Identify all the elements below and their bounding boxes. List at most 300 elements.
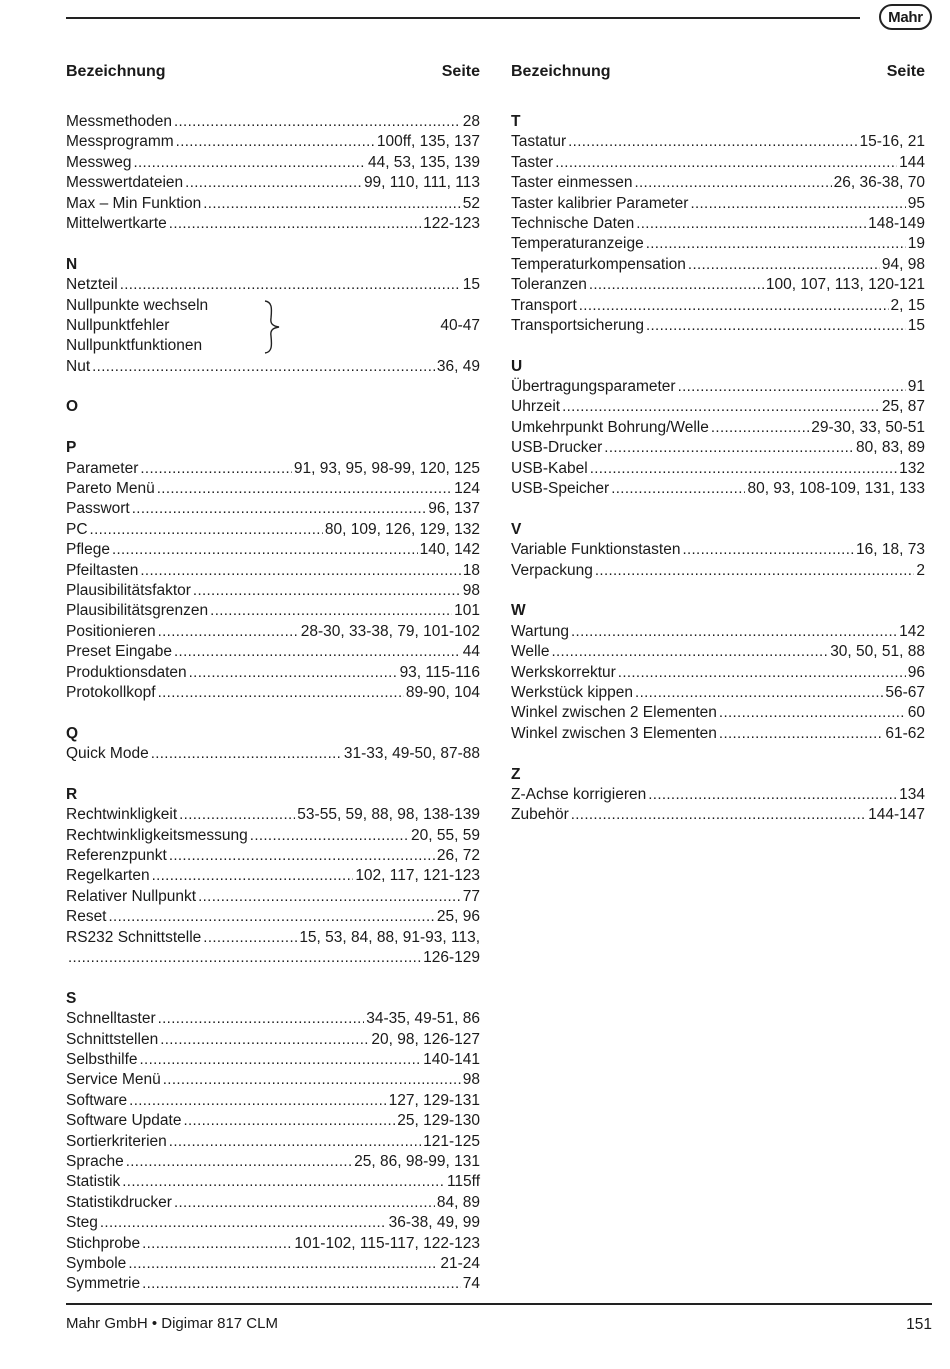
entry-pages: 61-62 bbox=[885, 724, 925, 742]
index-entry bbox=[511, 642, 925, 662]
entry-pages: 84, 89 bbox=[436, 1193, 480, 1211]
entry-pages: 15 bbox=[462, 276, 480, 294]
entry-pages: 100ff, 135, 137 bbox=[376, 133, 480, 151]
dot-leader bbox=[132, 499, 427, 519]
dot-leader bbox=[140, 1050, 422, 1070]
index-entry bbox=[66, 459, 480, 479]
entry-pages: 127, 129-131 bbox=[388, 1091, 480, 1109]
index-entry bbox=[66, 112, 480, 132]
entry-term: Variable Funktionstasten bbox=[511, 541, 681, 559]
index-entry bbox=[511, 132, 925, 152]
index-entry bbox=[66, 1091, 480, 1111]
entry-term: PC bbox=[66, 520, 88, 538]
index-entry bbox=[66, 1009, 480, 1029]
entry-term: Referenzpunkt bbox=[66, 847, 167, 865]
section-letter: S bbox=[66, 989, 77, 1007]
entry-pages: 89-90, 104 bbox=[405, 683, 480, 701]
index-entry bbox=[511, 459, 925, 479]
entry-pages: 15 bbox=[907, 316, 925, 334]
entry-pages: 25, 86, 98-99, 131 bbox=[354, 1152, 480, 1170]
dot-leader bbox=[158, 1009, 365, 1029]
entry-term: Messweg bbox=[66, 153, 132, 171]
dot-leader bbox=[185, 173, 362, 193]
entry-pages: 122-123 bbox=[423, 214, 480, 232]
index-entry bbox=[66, 907, 480, 927]
entry-pages: 80, 109, 126, 129, 132 bbox=[324, 520, 480, 538]
entry-pages: 30, 50, 51, 88 bbox=[830, 643, 925, 661]
dot-leader bbox=[100, 1213, 387, 1233]
entry-pages: 52 bbox=[462, 194, 480, 212]
blank-line bbox=[66, 234, 480, 254]
index-entry bbox=[66, 1030, 480, 1050]
entry-term: Plausibilitätsfaktor bbox=[66, 582, 191, 599]
dot-leader bbox=[189, 663, 398, 683]
entry-pages: 20, 98, 126-127 bbox=[371, 1030, 480, 1048]
dot-leader bbox=[126, 1152, 352, 1172]
dot-leader bbox=[719, 724, 883, 744]
entry-term: Transportsicherung bbox=[511, 316, 644, 334]
entry-term: Rechtwinkligkeitsmessung bbox=[66, 826, 248, 844]
dot-leader bbox=[68, 948, 421, 968]
entry-term: Reset bbox=[66, 908, 107, 926]
dot-leader bbox=[174, 642, 461, 662]
index-entry bbox=[66, 1070, 480, 1090]
column-header-term: Bezeichnung bbox=[66, 63, 166, 80]
index-entry bbox=[66, 1172, 480, 1192]
entry-term: Passwort bbox=[66, 500, 130, 518]
entry-term: Mittelwertkarte bbox=[66, 214, 167, 232]
dot-leader bbox=[169, 846, 435, 866]
index-entry bbox=[511, 703, 925, 723]
entry-pages: 18 bbox=[462, 561, 480, 579]
dot-leader bbox=[179, 805, 295, 825]
index-entry bbox=[66, 887, 480, 907]
entry-pages: 100, 107, 113, 120-121 bbox=[765, 276, 925, 294]
index-entry bbox=[66, 805, 480, 825]
entry-pages: 44, 53, 135, 139 bbox=[367, 153, 480, 171]
dot-leader bbox=[92, 357, 435, 377]
dot-leader bbox=[169, 1132, 421, 1152]
entry-term: Taster bbox=[511, 153, 554, 171]
entry-pages: 29-30, 33, 50-51 bbox=[811, 418, 925, 436]
entry-term: Max – Min Funktion bbox=[66, 194, 202, 212]
entry-pages: 25, 87 bbox=[881, 398, 925, 416]
dot-leader bbox=[112, 540, 418, 560]
index-entry bbox=[66, 1050, 480, 1070]
index-entry bbox=[511, 173, 925, 193]
blank-line bbox=[511, 499, 925, 519]
entry-term: Nullpunktfehler bbox=[66, 316, 170, 334]
curly-brace-icon bbox=[262, 300, 282, 354]
entry-term: Software bbox=[66, 1091, 128, 1109]
index-entry bbox=[66, 1234, 480, 1254]
entry-term: Symmetrie bbox=[66, 1275, 141, 1293]
index-entry bbox=[511, 418, 925, 438]
index-entry bbox=[66, 1193, 480, 1213]
index-entry bbox=[511, 785, 925, 805]
entry-pages: 101 bbox=[454, 602, 480, 620]
entry-term: Zubehör bbox=[511, 806, 569, 824]
index-entry bbox=[66, 683, 480, 703]
entry-term: Statistik bbox=[66, 1173, 121, 1191]
entry-pages: 31-33, 49-50, 87-88 bbox=[343, 745, 480, 763]
blank-line bbox=[511, 744, 925, 764]
index-entry bbox=[511, 805, 925, 825]
index-entry bbox=[66, 499, 480, 519]
index-column-left bbox=[66, 62, 480, 1295]
index-entry bbox=[511, 622, 925, 642]
dot-leader bbox=[169, 214, 421, 234]
blank-line bbox=[66, 968, 480, 988]
dot-leader bbox=[174, 112, 461, 132]
blank-line bbox=[511, 581, 925, 601]
entry-pages: 91 bbox=[907, 378, 925, 396]
dot-leader bbox=[133, 153, 365, 173]
dot-leader bbox=[682, 540, 854, 560]
entry-term: Pareto Menü bbox=[66, 480, 155, 498]
entry-term: Quick Mode bbox=[66, 745, 149, 763]
index-entry bbox=[511, 397, 925, 417]
index-entry bbox=[66, 601, 480, 621]
dot-leader bbox=[142, 1274, 461, 1294]
entry-pages: 144 bbox=[899, 153, 925, 171]
dot-leader bbox=[203, 928, 297, 948]
entry-term: Symbole bbox=[66, 1254, 127, 1272]
entry-pages: 34-35, 49-51, 86 bbox=[366, 1010, 480, 1028]
index-entry bbox=[511, 275, 925, 295]
index-rows bbox=[66, 112, 480, 1295]
index-entry bbox=[66, 1111, 480, 1131]
blank-line bbox=[511, 336, 925, 356]
index-entry bbox=[511, 663, 925, 683]
dot-leader bbox=[595, 561, 915, 581]
entry-pages: 36, 49 bbox=[436, 357, 480, 375]
index-entry bbox=[511, 561, 925, 581]
entry-term: Temperaturkompensation bbox=[511, 255, 686, 273]
entry-term: Pflege bbox=[66, 541, 110, 559]
entry-pages: 60 bbox=[907, 704, 925, 722]
index-entry bbox=[66, 275, 480, 295]
dot-leader bbox=[109, 907, 435, 927]
entry-term: Pfeiltasten bbox=[66, 561, 139, 579]
entry-term: Protokollkopf bbox=[66, 683, 156, 701]
entry-pages: 40-47 bbox=[440, 316, 480, 334]
index-entry bbox=[511, 438, 925, 458]
entry-pages: 15, 53, 84, 88, 91-93, 113, bbox=[299, 928, 480, 946]
dot-leader bbox=[210, 601, 452, 621]
blank-line bbox=[66, 765, 480, 785]
index-entry bbox=[66, 1152, 480, 1172]
entry-pages: 26, 36-38, 70 bbox=[833, 174, 925, 192]
dot-leader bbox=[250, 826, 409, 846]
entry-pages: 140-141 bbox=[423, 1050, 480, 1068]
dot-leader bbox=[140, 561, 460, 581]
column-header-page: Seite bbox=[886, 63, 925, 80]
dot-leader bbox=[562, 397, 880, 417]
entry-term: Wartung bbox=[511, 622, 570, 640]
index-entry bbox=[511, 377, 925, 397]
dot-leader bbox=[157, 479, 452, 499]
bottom-rule bbox=[66, 1303, 932, 1305]
dot-leader bbox=[122, 1172, 445, 1192]
entry-pages: 96, 137 bbox=[428, 500, 480, 518]
dot-leader bbox=[198, 887, 461, 907]
section-letter: O bbox=[66, 398, 79, 416]
blank-line bbox=[66, 377, 480, 397]
entry-term: Selbsthilfe bbox=[66, 1050, 138, 1068]
entry-term: Regelkarten bbox=[66, 867, 150, 885]
entry-term: Technische Daten bbox=[511, 214, 635, 232]
dot-leader bbox=[128, 1254, 438, 1274]
dot-leader bbox=[648, 785, 897, 805]
index-entry bbox=[66, 663, 480, 683]
entry-pages: 98 bbox=[462, 582, 480, 599]
index-entry bbox=[66, 153, 480, 173]
footer-company: Mahr GmbH • Digimar 817 CLM bbox=[66, 1315, 278, 1332]
blank-line bbox=[66, 703, 480, 723]
section-letter: T bbox=[511, 113, 521, 130]
dot-leader bbox=[571, 805, 866, 825]
entry-term: Nut bbox=[66, 357, 91, 375]
entry-term: Taster einmessen bbox=[511, 174, 633, 192]
entry-pages: 15-16, 21 bbox=[859, 133, 925, 151]
dot-leader bbox=[634, 173, 831, 193]
entry-pages: 77 bbox=[462, 887, 480, 905]
dot-leader bbox=[719, 703, 906, 723]
entry-pages: 99, 110, 111, 113 bbox=[363, 174, 480, 192]
entry-term: Sortierkriterien bbox=[66, 1132, 167, 1150]
index-entry bbox=[66, 1274, 480, 1294]
index-entry bbox=[511, 255, 925, 275]
entry-pages: 140, 142 bbox=[419, 541, 480, 559]
section-letter: N bbox=[66, 255, 78, 273]
entry-pages: 19 bbox=[907, 235, 925, 253]
dot-leader bbox=[142, 1234, 292, 1254]
top-rule bbox=[66, 17, 860, 19]
index-entry bbox=[511, 683, 925, 703]
entry-pages: 2, 15 bbox=[890, 296, 925, 314]
index-entry bbox=[66, 744, 480, 764]
entry-pages: 25, 129-130 bbox=[397, 1112, 480, 1130]
index-entry bbox=[66, 642, 480, 662]
entry-pages: 91, 93, 95, 98-99, 120, 125 bbox=[293, 459, 480, 477]
dot-leader bbox=[551, 642, 828, 662]
entry-pages: 96 bbox=[907, 663, 925, 681]
dot-leader bbox=[604, 438, 854, 458]
entry-pages: 28 bbox=[462, 113, 480, 130]
entry-pages: 94, 98 bbox=[881, 255, 925, 273]
entry-pages: 93, 115-116 bbox=[399, 663, 480, 681]
section-letter: P bbox=[66, 439, 77, 457]
dot-leader bbox=[579, 296, 889, 316]
entry-pages: 25, 96 bbox=[436, 908, 480, 926]
dot-leader bbox=[555, 153, 897, 173]
entry-pages: 56-67 bbox=[885, 683, 925, 701]
index-entry bbox=[66, 928, 480, 948]
index-entry bbox=[66, 948, 480, 968]
bracketed-entry-group bbox=[66, 296, 480, 357]
entry-term: USB-Drucker bbox=[511, 439, 603, 457]
index-entry bbox=[66, 581, 480, 601]
entry-term: Welle bbox=[511, 643, 550, 661]
column-header-term: Bezeichnung bbox=[511, 63, 611, 80]
entry-pages: 124 bbox=[454, 480, 480, 498]
entry-term: Übertragungsparameter bbox=[511, 378, 676, 396]
entry-term: Umkehrpunkt Bohrung/Welle bbox=[511, 418, 709, 436]
blank-line bbox=[66, 418, 480, 438]
entry-term: Netzteil bbox=[66, 276, 118, 294]
entry-pages: 144-147 bbox=[868, 806, 925, 824]
entry-term: Rechtwinkligkeit bbox=[66, 806, 178, 824]
index-entry bbox=[66, 622, 480, 642]
entry-pages: 98 bbox=[462, 1071, 480, 1089]
entry-pages: 148-149 bbox=[868, 214, 925, 232]
section-letter: W bbox=[511, 602, 526, 620]
entry-pages: 121-125 bbox=[423, 1132, 480, 1150]
entry-pages: 2 bbox=[916, 561, 925, 579]
dot-leader bbox=[571, 622, 897, 642]
entry-term: Positionieren bbox=[66, 622, 156, 640]
dot-leader bbox=[568, 132, 857, 152]
dot-leader bbox=[636, 214, 866, 234]
index-entry bbox=[511, 479, 925, 499]
dot-leader bbox=[163, 1070, 461, 1090]
entry-term: Software Update bbox=[66, 1112, 182, 1130]
index-entry bbox=[511, 234, 925, 254]
index-entry bbox=[66, 1132, 480, 1152]
entry-term: Nullpunkte wechseln bbox=[66, 296, 209, 314]
dot-leader bbox=[688, 255, 880, 275]
entry-pages: 28-30, 33-38, 79, 101-102 bbox=[300, 622, 480, 640]
entry-term: Toleranzen bbox=[511, 276, 587, 294]
dot-leader bbox=[140, 459, 291, 479]
entry-pages: 80, 93, 108-109, 131, 133 bbox=[747, 480, 925, 498]
entry-term: Messwertdateien bbox=[66, 174, 184, 192]
section-letter: Z bbox=[511, 765, 521, 783]
entry-pages: 126-129 bbox=[423, 949, 480, 967]
dot-leader bbox=[690, 194, 905, 214]
entry-term: RS232 Schnittstelle bbox=[66, 928, 202, 946]
index-entry bbox=[511, 724, 925, 744]
entry-pages: 74 bbox=[462, 1275, 480, 1293]
page-number: 151 bbox=[906, 1316, 932, 1333]
dot-leader bbox=[151, 744, 342, 764]
entry-pages: 132 bbox=[899, 459, 925, 477]
dot-leader bbox=[646, 234, 906, 254]
index-entry bbox=[66, 194, 480, 214]
dot-leader bbox=[203, 194, 461, 214]
dot-leader bbox=[193, 581, 461, 601]
dot-leader bbox=[589, 275, 764, 295]
index-entry bbox=[66, 1254, 480, 1274]
entry-term: Uhrzeit bbox=[511, 398, 561, 416]
entry-pages: 26, 72 bbox=[436, 847, 480, 865]
entry-term: Schnelltaster bbox=[66, 1010, 156, 1028]
entry-pages: 142 bbox=[899, 622, 925, 640]
entry-term: Winkel zwischen 2 Elementen bbox=[511, 704, 717, 722]
entry-term: Taster kalibrier Parameter bbox=[511, 194, 689, 212]
index-entry bbox=[66, 561, 480, 581]
index-entry bbox=[66, 866, 480, 886]
dot-leader bbox=[590, 459, 897, 479]
entry-term: Messprogramm bbox=[66, 133, 174, 151]
entry-term: Stichprobe bbox=[66, 1234, 141, 1252]
entry-term: Nullpunktfunktionen bbox=[66, 337, 203, 355]
entry-pages: 80, 83, 89 bbox=[856, 439, 925, 457]
dot-leader bbox=[711, 418, 809, 438]
entry-term: Statistikdrucker bbox=[66, 1193, 172, 1211]
entry-term: Messmethoden bbox=[66, 113, 172, 130]
dot-leader bbox=[183, 1111, 395, 1131]
index-entry bbox=[66, 540, 480, 560]
entry-pages: 95 bbox=[907, 194, 925, 212]
entry-term: USB-Speicher bbox=[511, 480, 610, 498]
index-column-right bbox=[511, 62, 925, 826]
entry-term: Z-Achse korrigieren bbox=[511, 785, 647, 803]
index-entry bbox=[511, 194, 925, 214]
entry-term: Schnittstellen bbox=[66, 1030, 159, 1048]
entry-term: Produktionsdaten bbox=[66, 663, 187, 681]
entry-term: Plausibilitätsgrenzen bbox=[66, 602, 209, 620]
entry-term: Relativer Nullpunkt bbox=[66, 887, 197, 905]
mahr-logo: Mahr bbox=[879, 4, 932, 30]
dot-leader bbox=[160, 1030, 369, 1050]
entry-pages: 102, 117, 121-123 bbox=[355, 867, 480, 885]
dot-leader bbox=[176, 132, 375, 152]
dot-leader bbox=[618, 663, 906, 683]
entry-pages: 101-102, 115-117, 122-123 bbox=[294, 1234, 480, 1252]
entry-pages: 20, 55, 59 bbox=[411, 826, 480, 844]
entry-term: Service Menü bbox=[66, 1071, 161, 1089]
index-entry bbox=[511, 540, 925, 560]
entry-term: Winkel zwischen 3 Elementen bbox=[511, 724, 717, 742]
entry-pages: 16, 18, 73 bbox=[856, 541, 925, 559]
entry-term: Tastatur bbox=[511, 133, 567, 151]
entry-pages: 53-55, 59, 88, 98, 138-139 bbox=[297, 806, 480, 824]
index-entry bbox=[511, 153, 925, 173]
entry-term: Steg bbox=[66, 1214, 98, 1232]
entry-term: Werkskorrektur bbox=[511, 663, 616, 681]
dot-leader bbox=[120, 275, 461, 295]
index-entry bbox=[66, 214, 480, 234]
dot-leader bbox=[611, 479, 745, 499]
dot-leader bbox=[678, 377, 906, 397]
dot-leader bbox=[635, 683, 883, 703]
entry-term: Verpackung bbox=[511, 561, 593, 579]
index-entry bbox=[66, 1213, 480, 1233]
entry-term: Parameter bbox=[66, 459, 139, 477]
entry-term: Werkstück kippen bbox=[511, 683, 634, 701]
entry-term: Sprache bbox=[66, 1152, 124, 1170]
dot-leader bbox=[129, 1091, 386, 1111]
entry-pages: 44 bbox=[462, 643, 480, 661]
section-letter: V bbox=[511, 520, 522, 538]
dot-leader bbox=[158, 622, 299, 642]
section-letter: Q bbox=[66, 724, 79, 742]
index-entry bbox=[66, 520, 480, 540]
dot-leader bbox=[646, 316, 906, 336]
entry-pages: 21-24 bbox=[440, 1254, 480, 1272]
index-entry bbox=[511, 214, 925, 234]
entry-term: Temperaturanzeige bbox=[511, 235, 644, 253]
entry-term: USB-Kabel bbox=[511, 459, 588, 477]
entry-term: Transport bbox=[511, 296, 577, 314]
index-rows bbox=[511, 112, 925, 826]
index-entry bbox=[66, 826, 480, 846]
dot-leader bbox=[90, 520, 323, 540]
entry-pages: 36-38, 49, 99 bbox=[388, 1214, 480, 1232]
entry-pages: 115ff bbox=[446, 1173, 480, 1191]
